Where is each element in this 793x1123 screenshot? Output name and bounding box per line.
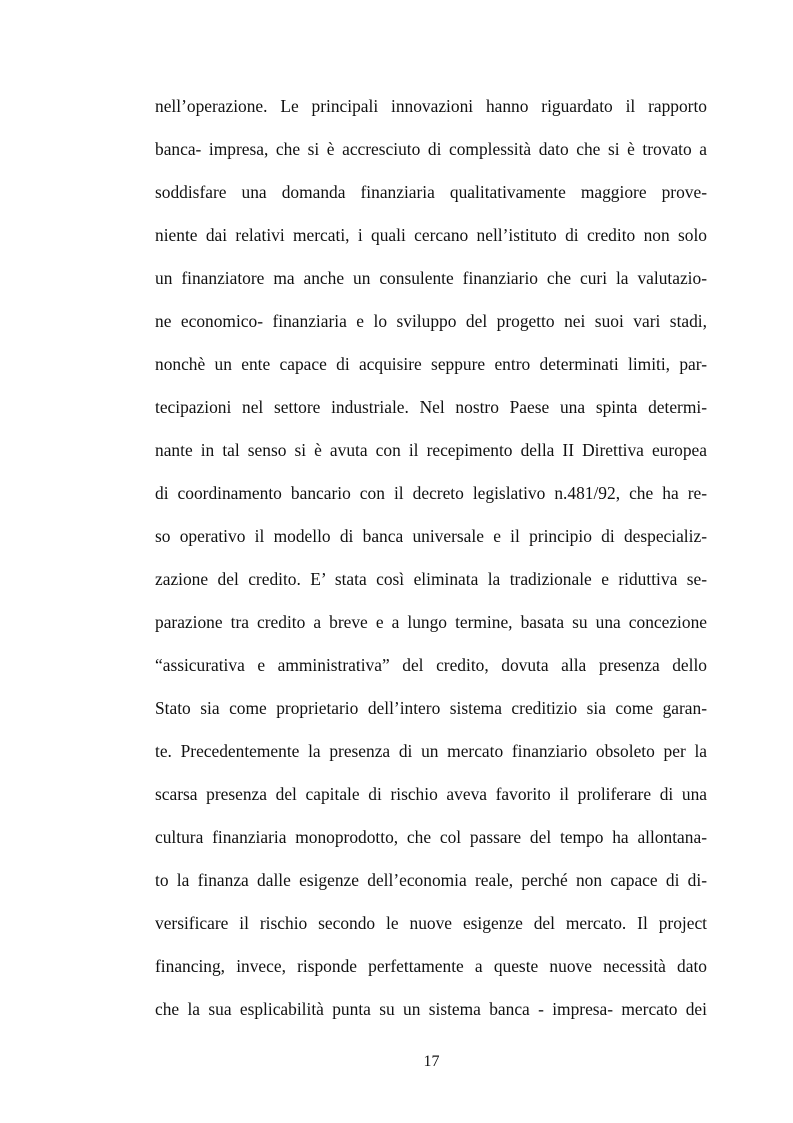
text-line: so operativo il modello di banca universale e il principio di despecializ- xyxy=(155,526,707,546)
text-line: nonchè un ente capace di acquisire seppure entro determinati limiti, par- xyxy=(155,354,707,374)
text-line: soddisfare una domanda finanziaria qualitativamente maggiore prove- xyxy=(155,182,707,202)
text-line: financing, invece, risponde perfettamente a queste nuove necessità dato xyxy=(155,956,707,976)
text-line: banca- impresa, che si è accresciuto di complessità dato che si è trovato a xyxy=(155,139,707,159)
text-line: ne economico- finanziaria e lo sviluppo del progetto nei suoi vari stadi, xyxy=(155,311,707,331)
text-line: cultura finanziaria monoprodotto, che col passare del tempo ha allontana- xyxy=(155,827,707,847)
text-line: nell’operazione. Le principali innovazioni hanno riguardato il rapporto xyxy=(155,96,707,116)
text-line: nante in tal senso si è avuta con il recepimento della II Direttiva europea xyxy=(155,440,707,460)
body-text xyxy=(155,92,707,1038)
text-line: di coordinamento bancario con il decreto legislativo n.481/92, che ha re- xyxy=(155,483,707,503)
text-line: scarsa presenza del capitale di rischio aveva favorito il proliferare di una xyxy=(155,784,707,804)
text-line: un finanziatore ma anche un consulente finanziario che curi la valutazio- xyxy=(155,268,707,288)
text-line: zazione del credito. E’ stata così eliminata la tradizionale e riduttiva se- xyxy=(155,569,707,589)
text-line: versificare il rischio secondo le nuove esigenze del mercato. Il project xyxy=(155,913,707,933)
text-line: te. Precedentemente la presenza di un mercato finanziario obsoleto per la xyxy=(155,741,707,761)
text-line: “assicurativa e amministrativa” del credito, dovuta alla presenza dello xyxy=(155,655,707,675)
text-line: tecipazioni nel settore industriale. Nel nostro Paese una spinta determi- xyxy=(155,397,707,417)
page-number: 17 xyxy=(423,1053,440,1070)
text-line: che la sua esplicabilità punta su un sistema banca - impresa- mercato dei xyxy=(155,999,707,1019)
text-line: parazione tra credito a breve e a lungo termine, basata su una concezione xyxy=(155,612,707,632)
text-line: to la finanza dalle esigenze dell’economia reale, perché non capace di di- xyxy=(155,870,707,890)
text-line: niente dai relativi mercati, i quali cercano nell’istituto di credito non solo xyxy=(155,225,707,245)
text-line: Stato sia come proprietario dell’intero sistema creditizio sia come garan- xyxy=(155,698,707,718)
